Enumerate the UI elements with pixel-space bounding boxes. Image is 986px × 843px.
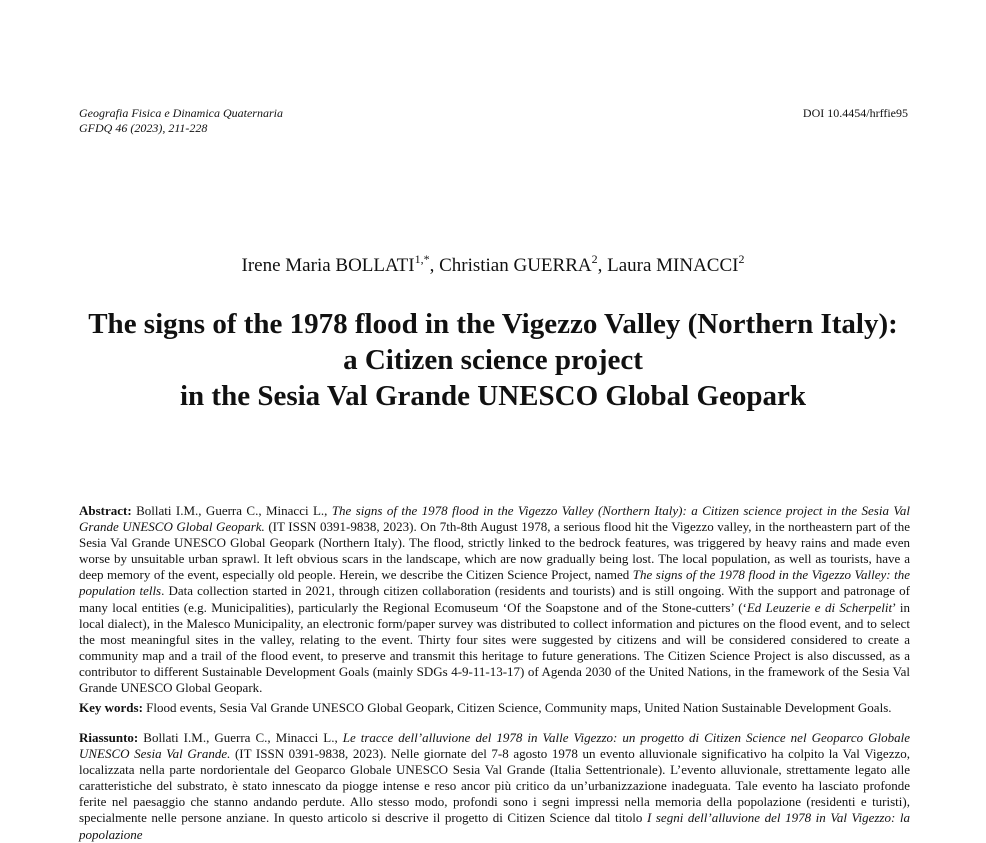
author-affiliation: 2 [591, 251, 598, 266]
author-separator: , [429, 255, 440, 276]
abstract-citation: Bollati I.M., Guerra C., Minacci L., [131, 503, 332, 518]
riassunto-text: (IT ISSN 0391-9838, 2023). Nelle giornate del 7-8 agosto 1978 un evento alluvionale significativo ha colpito la Val Vigezzo, localizzata nella parte nordorientale del Geoparco Globale UNESCO Sesia Val Grande (Italia Settentrionale). L’evento alluvionale, strettamente legato alle caratteristiche del substrato, è stato innescato da piogge intense e reso ancor più critico da un’urbanizzazione inadeguata. Tale evento ha lasciato profonde ferite nel paesaggio che stanno andando perdute. Allo stesso modo, profondi sono i segni impressi nella memoria della popolazione (residenti e turisti), specialmente nelle persone anziane. In questo articolo si descrive il progetto di Citizen Science dal titolo [79, 746, 910, 826]
riassunto-cited-title: Le tracce dell’alluvione del 1978 in Valle Vigezzo: un progetto di Citizen Science nel Geoparco Globale UNESCO Sesia Val Grande. [79, 730, 910, 762]
title-line: in the Sesia Val Grande UNESCO Global Geopark [179, 380, 807, 412]
author-name: Christian GUERRA [439, 255, 592, 276]
paper-title [40, 306, 946, 414]
keywords [79, 700, 910, 716]
abstract-label: Abstract: [79, 503, 132, 518]
author-name: Laura MINACCI [607, 255, 739, 276]
author-separator: , [597, 255, 608, 276]
author-affiliation: 1,* [414, 251, 430, 266]
abstract-text: (IT ISSN 0391-9838, 2023). On 7th-8th August 1978, a serious flood hit the Vigezzo valley, in the northeastern part of the Sesia Val Grande UNESCO Global Geopark (Northern Italy). The flood, strictly linked to the bedrock features, was triggered by heavy rains and made even worse by unsuitable urban sprawl. It left obvious scars in the landscape, which are now gradually being lost. The local population, as well as tourists, have a deep memory of the event, especially old people. Herein, we describe the Citizen Science Project, named [79, 519, 910, 583]
abstract-text: ’ in local dialect), in the Malesco Municipality, an electronic form/paper survey was distributed to collect information and pictures on the flood event, and to select the most meaningful sites in the valley, relating to the event. Thirty four sites were suggested by citizens and will be considered considered to create a community map and a trail of the flood event, to preserve and transmit this heritage to future generations. The Citizen Science Project is also discussed, as a contributor to different Sustainable Development Goals (mainly SDGs 4-9-11-13-17) of Agenda 2030 of the United Nations, in the framework of the Sesia Val Grande UNESCO Global Geopark. [79, 599, 910, 696]
riassunto-project-name: I segni dell’alluvione del 1978 in Val Vigezzo: la popolazione [79, 810, 910, 842]
abstract-text: . Data collection started in 2021, through citizen collaboration (residents and tourists) and is still ongoing. With the support and patronage of many local entities (e.g. Municipalities), particularly the Regional Ecomuseum ‘Of the Soapstone and of the Stone-cutters’ (‘ [79, 583, 911, 615]
journal-reference: GFDQ 46 (2023), 211-228 [79, 121, 208, 135]
riassunto [79, 730, 910, 843]
journal-name: Geografia Fisica e Dinamica Quaternaria [79, 106, 283, 120]
author-list [0, 251, 986, 278]
title-line: a Citizen science project [343, 344, 643, 376]
riassunto-label: Riassunto: [79, 730, 139, 745]
author-affiliation: 2 [738, 251, 745, 266]
abstract-project-name: The signs of the 1978 flood in the Vigezzo Valley: the population tells [79, 567, 910, 599]
abstract-dialect-name: Ed Leuzerie e di Scherpelit [746, 599, 893, 615]
keywords-text: Flood events, Sesia Val Grande UNESCO Global Geopark, Citizen Science, Community maps, United Nation Sustainable Development Goals. [142, 700, 892, 715]
keywords-label: Key words: [79, 700, 143, 715]
riassunto-citation: Bollati I.M., Guerra C., Minacci L., [138, 730, 343, 745]
doi-link[interactable]: DOI 10.4454/hrffie95 [802, 106, 908, 120]
author-name: Irene Maria BOLLATI [241, 255, 415, 276]
abstract-cited-title: The signs of the 1978 flood in the Vigezzo Valley (Northern Italy): a Citizen science project in the Sesia Val Grande UNESCO Global Geopark. [79, 503, 910, 535]
title-line: The signs of the 1978 flood in the Vigezzo Valley (Northern Italy): [88, 308, 898, 340]
abstract [79, 503, 910, 696]
journal-header [79, 106, 283, 136]
